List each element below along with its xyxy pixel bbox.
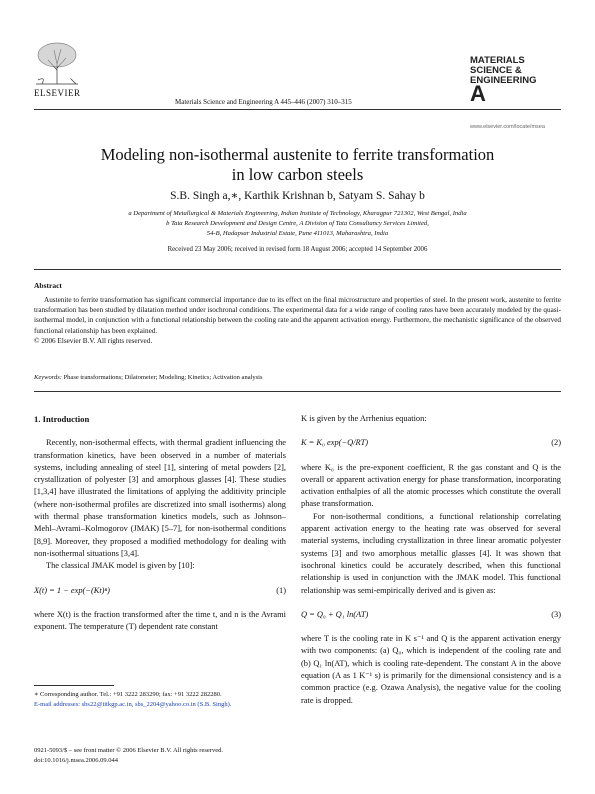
abstract-heading: Abstract (34, 281, 62, 290)
keywords-list: Phase transformations; Dilatometer; Modeling; Kinetics; Activation analysis (63, 374, 263, 381)
jmak-intro: The classical JMAK model is given by [10]: (46, 561, 195, 571)
email-addresses[interactable]: E-mail addresses: sbs22@iitkgp.ac.in, sbs_2204@yahoo.co.in (S.B. Singh). (34, 700, 232, 708)
keywords-label: Keywords: (34, 374, 62, 381)
equation-3-number: (3) (551, 609, 561, 619)
brand-line3: ENGINEERING (470, 75, 537, 86)
arrhenius-explanation: where K₀ is the pre-exponent coefficient, R the gas constant and Q is the overall or apparent activation energy for phase transformation, incorporating activation enthalpies of all the atomic processes which constitute the overall phase transformation. (301, 462, 561, 509)
brand-letter: A (470, 81, 486, 106)
journal-brand (470, 55, 566, 106)
equation-1-number: (1) (276, 585, 286, 595)
affiliation-b1: b Tata Research Development and Design Centre, A Division of Tata Consultancy Services Limited, (166, 220, 429, 227)
equation-3-body: Q = Q₀ + Q₁ ln(AT) (301, 609, 369, 619)
publisher-name: ELSEVIER (34, 88, 81, 98)
tree-icon (34, 40, 80, 86)
brand-line2: SCIENCE & (470, 65, 522, 76)
abstract-bottom-rule (34, 391, 561, 392)
elsevier-logo (34, 40, 80, 96)
title-line1: Modeling non-isothermal austenite to ferrite transformation (100, 145, 495, 164)
equation-3 (301, 609, 561, 621)
jmak-explanation: where X(t) is the fraction transformed after the time t, and n is the Avrami exponent. The temperature (T) dependent rate constant (34, 609, 286, 632)
affiliation-b2: 54-B, Hadapsar Industrial Estate, Pune 411013, Maharashtra, India (206, 230, 389, 237)
title-line2: in low carbon steels (231, 165, 364, 184)
journal-site[interactable]: www.elsevier.com/locate/msea (470, 124, 545, 130)
affiliation-a: a Department of Metallurgical & Materials Engineering, Indian Institute of Technology, Kharagpur 721302, West Bengal, India (128, 210, 467, 217)
abstract-top-rule (34, 269, 561, 270)
section-heading: 1. Introduction (34, 414, 90, 424)
abstract-body (34, 295, 561, 346)
equation-2 (301, 437, 561, 449)
cooling-rate-paragraph: where T is the cooling rate in K s⁻¹ and Q is the apparent activation energy with two components: (a) Q₀, which is independent of the cooling rate and (b) Q₁ ln(AT), which is cooling rate-dependent. The constant A in the above equation (A as 1 K⁻¹ s) is primarily for the dimensional consistency and is a common practice (e.g. Ozawa Analysis), the negative value for the cooling rate is dropped. (301, 634, 561, 705)
equation-1 (34, 585, 286, 597)
keywords (34, 374, 263, 381)
received-dates: Received 23 May 2006; received in revised form 18 August 2006; accepted 14 September 2006 (167, 246, 428, 253)
abstract-text: Austenite to ferrite transformation has significant commercial importance due to its effect on the final microstructure and properties of steel. In the present work, austenite to ferrite transformation has been studied by dilatation method under isochronal conditions. The experimental data for a wide range of cooling rates have been accurately modeled by the quasi-isothermal model, in conjunction with a functional relationship between the cooling rate and the apparent activation energy. Furthermore, the mechanistic significance of the observed functional relationship has been explained. (34, 296, 561, 335)
front-matter: 0921-5093/$ – see front matter © 2006 Elsevier B.V. All rights reserved. (34, 747, 223, 754)
equation-2-number: (2) (551, 438, 561, 448)
corresponding-author: ∗ Corresponding author. Tel.: +91 3222 283290; fax: +91 3222 282280. (34, 691, 222, 698)
doi[interactable]: doi:10.1016/j.msea.2006.09.044 (34, 756, 118, 764)
brand-line1: MATERIALS (470, 55, 525, 66)
copyright: © 2006 Elsevier B.V. All rights reserved. (34, 336, 153, 345)
equation-2-body: K = K₀ exp(−Q/RT) (301, 438, 369, 448)
arrhenius-intro: K is given by the Arrhenius equation: (301, 414, 427, 423)
journal-reference: Materials Science and Engineering A 445–446 (2007) 310–315 (175, 98, 352, 106)
article-title (60, 145, 535, 185)
page-footer (34, 746, 334, 765)
equation-1-body: X(t) = 1 − exp(−(Kt)ⁿ) (34, 585, 110, 595)
functional-relationship-paragraph: For non-isothermal conditions, a functional relationship correlating apparent activation energy to the heating rate was observed for several material systems, including crystallization in three linear aromatic polyester systems [3] and two amorphous metallic glasses [4]. It was shown that isochronal kinetics could be accurately described, when this functional relationship is used in conjunction with the JMAK model. This functional relationship was semi-empirically derived and is given as: (301, 511, 561, 595)
footnote-rule (34, 685, 114, 686)
author-list: S.B. Singh a,∗, Karthik Krishnan b, Satyam S. Sahay b (170, 190, 425, 202)
right-column (301, 413, 561, 707)
header-rule (34, 109, 561, 110)
footnote (34, 690, 286, 709)
intro-paragraph: Recently, non-isothermal effects, with thermal gradient influencing the transformation kinetics, have been observed in a number of materials systems, including annealing of steel [1], sintering of metal powders [2], crystallization of polyester [3] and amorphous glasses [4]. These studies [1,3,4] have illustrated the limitations of applying the additivity principle (where non-isothermal profiles are discretized into small isotherms) along with thermal phase transformation kinetics models, such as Johnson–Mehl–Avrami–Kolmogorov (JMAK) [5–7], for non-isothermal conditions [8,9]. Moreover, they proposed a modified methodology for dealing with non-isothermal situations [3,4]. (34, 438, 286, 558)
affiliations (60, 209, 535, 239)
left-column (34, 413, 286, 633)
